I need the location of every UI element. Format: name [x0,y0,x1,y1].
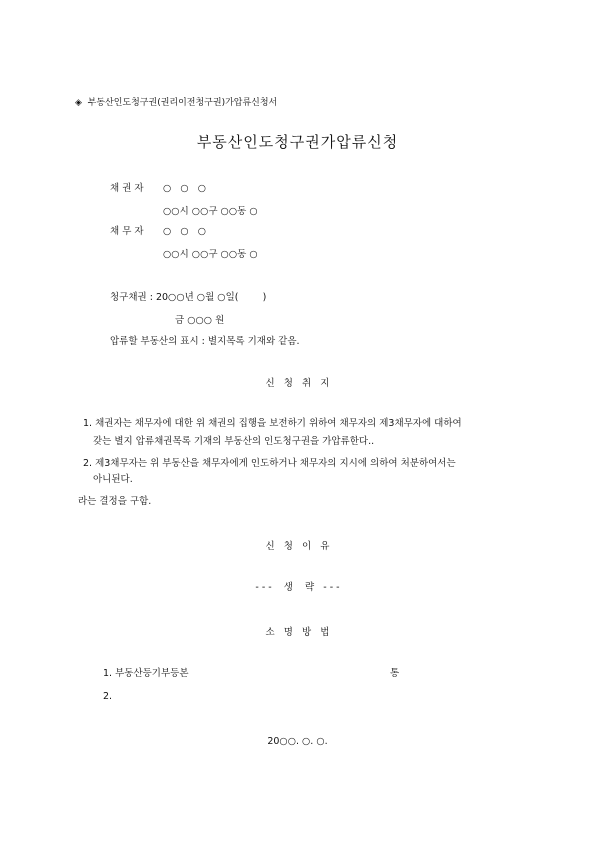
document-date: 20○○. ○. ○. [267,736,328,747]
evidence-heading: 소 명 방 법 [265,627,330,638]
evidence-item-1-count: 통 [390,668,400,679]
purpose-conclusion: 라는 결정을 구함. [78,496,152,507]
claim-info: 청구채권 : 20○○년 ○월 ○일( ) [110,292,267,303]
purpose-item-1-line-2: 갖는 별지 압류채권목록 기재의 부동산의 인도청구권을 가압류한다.. [93,436,375,447]
debtor-label: 채 무 자 [110,226,144,237]
page-title: 부동산인도청구권가압류신청 [196,133,399,151]
purpose-item-2-line-2: 아니된다. [93,474,133,485]
creditor-name: ○ ○ ○ [163,183,206,194]
reason-omitted: - - - 생 략 - - - [255,582,340,593]
document-header-note: ◈ 부동산인도청구권(권리이전청구권)가압류신청서 [75,98,278,108]
purpose-heading: 신 청 취 지 [265,378,330,389]
debtor-address: ○○시 ○○구 ○○동 ○ [163,249,258,260]
claim-amount: 금 ○○○ 원 [175,315,225,326]
seizure-target: 압류할 부동산의 표시 : 별지목록 기재와 같음. [110,336,300,347]
creditor-label: 채 권 자 [110,183,144,194]
purpose-item-1-line-1: 1. 채권자는 채무자에 대한 위 채권의 집행을 보전하기 위하여 채무자의 제3채무자에 대하여 [83,418,462,429]
creditor-address: ○○시 ○○구 ○○동 ○ [163,206,258,217]
evidence-item-1: 1. 부동산등기부등본 [103,668,189,679]
debtor-name: ○ ○ ○ [163,226,206,237]
purpose-item-2-line-1: 2. 제3채무자는 위 부동산을 채무자에게 인도하거나 채무자의 지시에 의하여 처분하여서는 [83,458,456,469]
reason-heading: 신 청 이 유 [265,541,330,552]
evidence-item-2: 2. [103,691,113,702]
